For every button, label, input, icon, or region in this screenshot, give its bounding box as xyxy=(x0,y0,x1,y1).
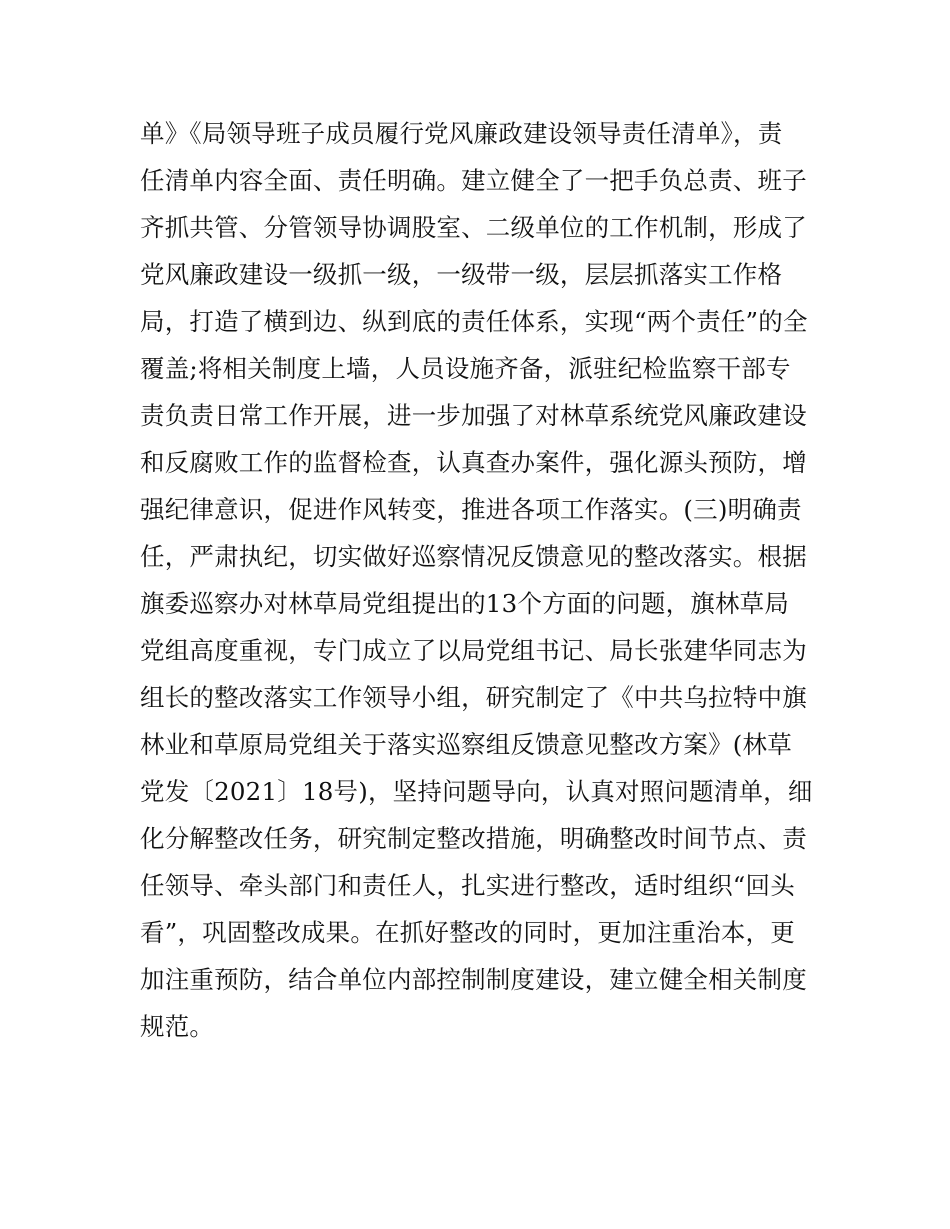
text-line: 任领导、牵头部门和责任人，扎实进行整改，适时组织“回头 xyxy=(140,871,795,900)
text-line: 林业和草原局党组关于落实巡察组反馈意见整改方案》(林草 xyxy=(140,730,792,759)
text-line: 单》《局领导班子成员履行党风廉政建设领导责任清单》，责 xyxy=(140,119,783,148)
text-line: 强纪律意识，促进作风转变，推进各项工作落实。(三)明确责 xyxy=(140,495,802,524)
text-line: 规范。 xyxy=(140,1012,215,1041)
text-line: 任，严肃执纪，切实做好巡察情况反馈意见的整改落实。根据 xyxy=(140,542,807,571)
text-line: 党发〔2021〕18号)，坚持问题导向，认真对照问题清单，细 xyxy=(140,777,813,806)
text-line: 旗委巡察办对林草局党组提出的13个方面的问题，旗林草局 xyxy=(140,589,790,618)
text-line: 党风廉政建设一级抓一级，一级带一级，层层抓落实工作格 xyxy=(140,260,783,289)
text-line: 局，打造了横到边、纵到底的责任体系，实现“两个责任”的全 xyxy=(140,307,808,336)
text-line: 党组高度重视，专门成立了以局党组书记、局长张建华同志为 xyxy=(140,636,807,665)
text-line: 齐抓共管、分管领导协调股室、二级单位的工作机制，形成了 xyxy=(140,213,807,242)
text-line: 化分解整改任务，研究制定整改措施，明确整改时间节点、责 xyxy=(140,824,807,853)
text-line: 和反腐败工作的监督检查，认真查办案件，强化源头预防，增 xyxy=(140,448,807,477)
body-paragraph xyxy=(140,110,820,1050)
text-line: 责负责日常工作开展，进一步加强了对林草系统党风廉政建设 xyxy=(140,401,807,430)
text-line: 加注重预防，结合单位内部控制制度建设，建立健全相关制度 xyxy=(140,965,807,994)
text-line: 看”，巩固整改成果。在抓好整改的同时，更加注重治本，更 xyxy=(140,918,795,947)
text-line: 组长的整改落实工作领导小组，研究制定了《中共乌拉特中旗 xyxy=(140,683,807,712)
text-line: 覆盖;将相关制度上墙，人员设施齐备，派驻纪检监察干部专 xyxy=(140,354,791,383)
text-line: 任清单内容全面、责任明确。建立健全了一把手负总责、班子 xyxy=(140,166,807,195)
